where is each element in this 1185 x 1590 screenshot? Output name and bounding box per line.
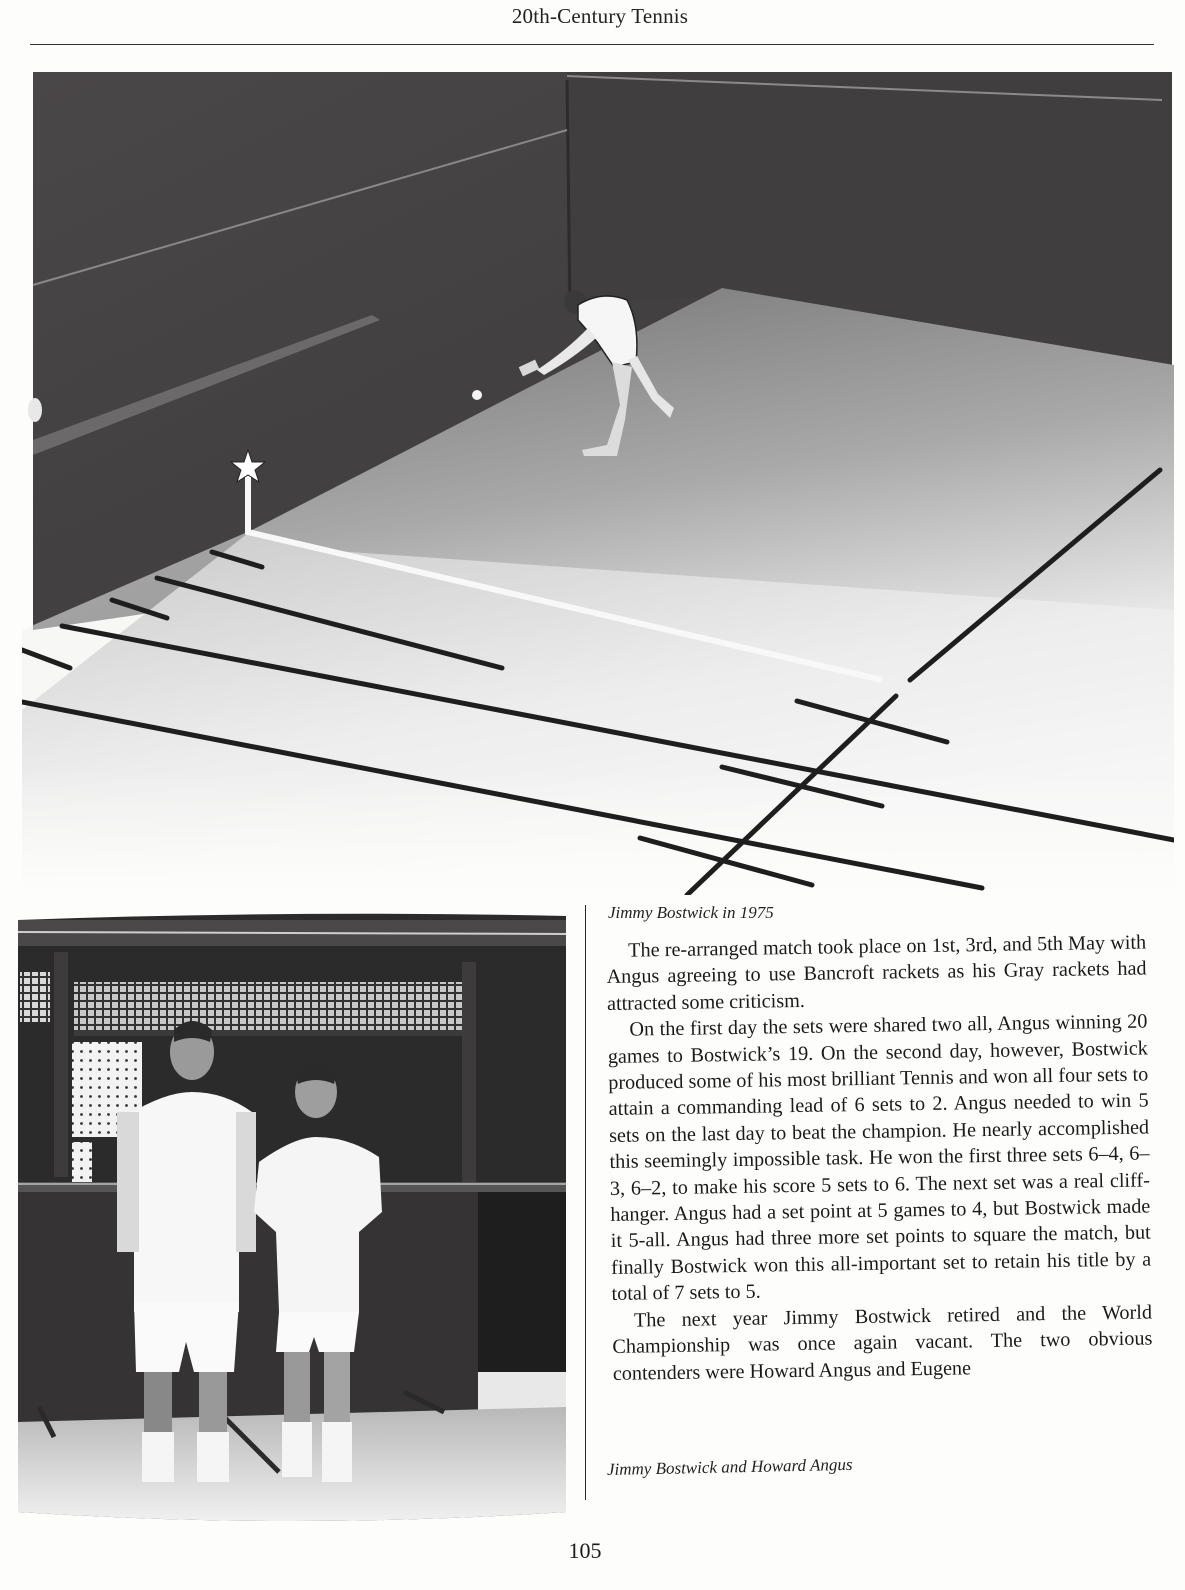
page-number: 105	[568, 1538, 602, 1563]
photo-two-players	[14, 912, 570, 1530]
caption-photo-bottom: Jimmy Bostwick and Howard Angus	[606, 1454, 853, 1479]
paragraph: The re-arranged match took place on 1st, 3rd, and 5th May with Angus agreeing to use Bancroft rackets as his Gray rackets had attracted some criticism.	[606, 931, 1147, 1015]
caption-photo-top: Jimmy Bostwick in 1975	[608, 903, 774, 922]
header-rule	[30, 44, 1154, 45]
photo-court-player	[22, 70, 1174, 895]
paragraph: The next year Jimmy Bostwick retired and the World Championship was once again vacant. The two obvious contenders were Howard Angus and Eugene	[612, 1301, 1153, 1385]
body-text	[606, 930, 1153, 1387]
column-rule	[585, 905, 586, 1500]
paragraph: On the first day the sets were shared two all, Angus winning 20 games to Bostwick’s 19. On the second day, however, Bostwick produced some of his most brilliant Tennis and won all four sets to attain a commanding lead of 6 sets to 2. Angus needed to win 5 sets on the last day to beat the champion. He nearly accomplished this seemingly impossible task. He won the first three sets 6–4, 6–3, 6–2, to make his score 5 sets to 6. The next set was a real cliff-hanger. Angus had a set point at 5 games to 4, but Bostwick made it 5-all. Angus had three more set points to square the match, but finally Bostwick won this all-important set to retain his title by a total of 7 sets to 5.	[607, 1010, 1152, 1306]
running-head-title: 20th-Century Tennis	[511, 4, 689, 28]
